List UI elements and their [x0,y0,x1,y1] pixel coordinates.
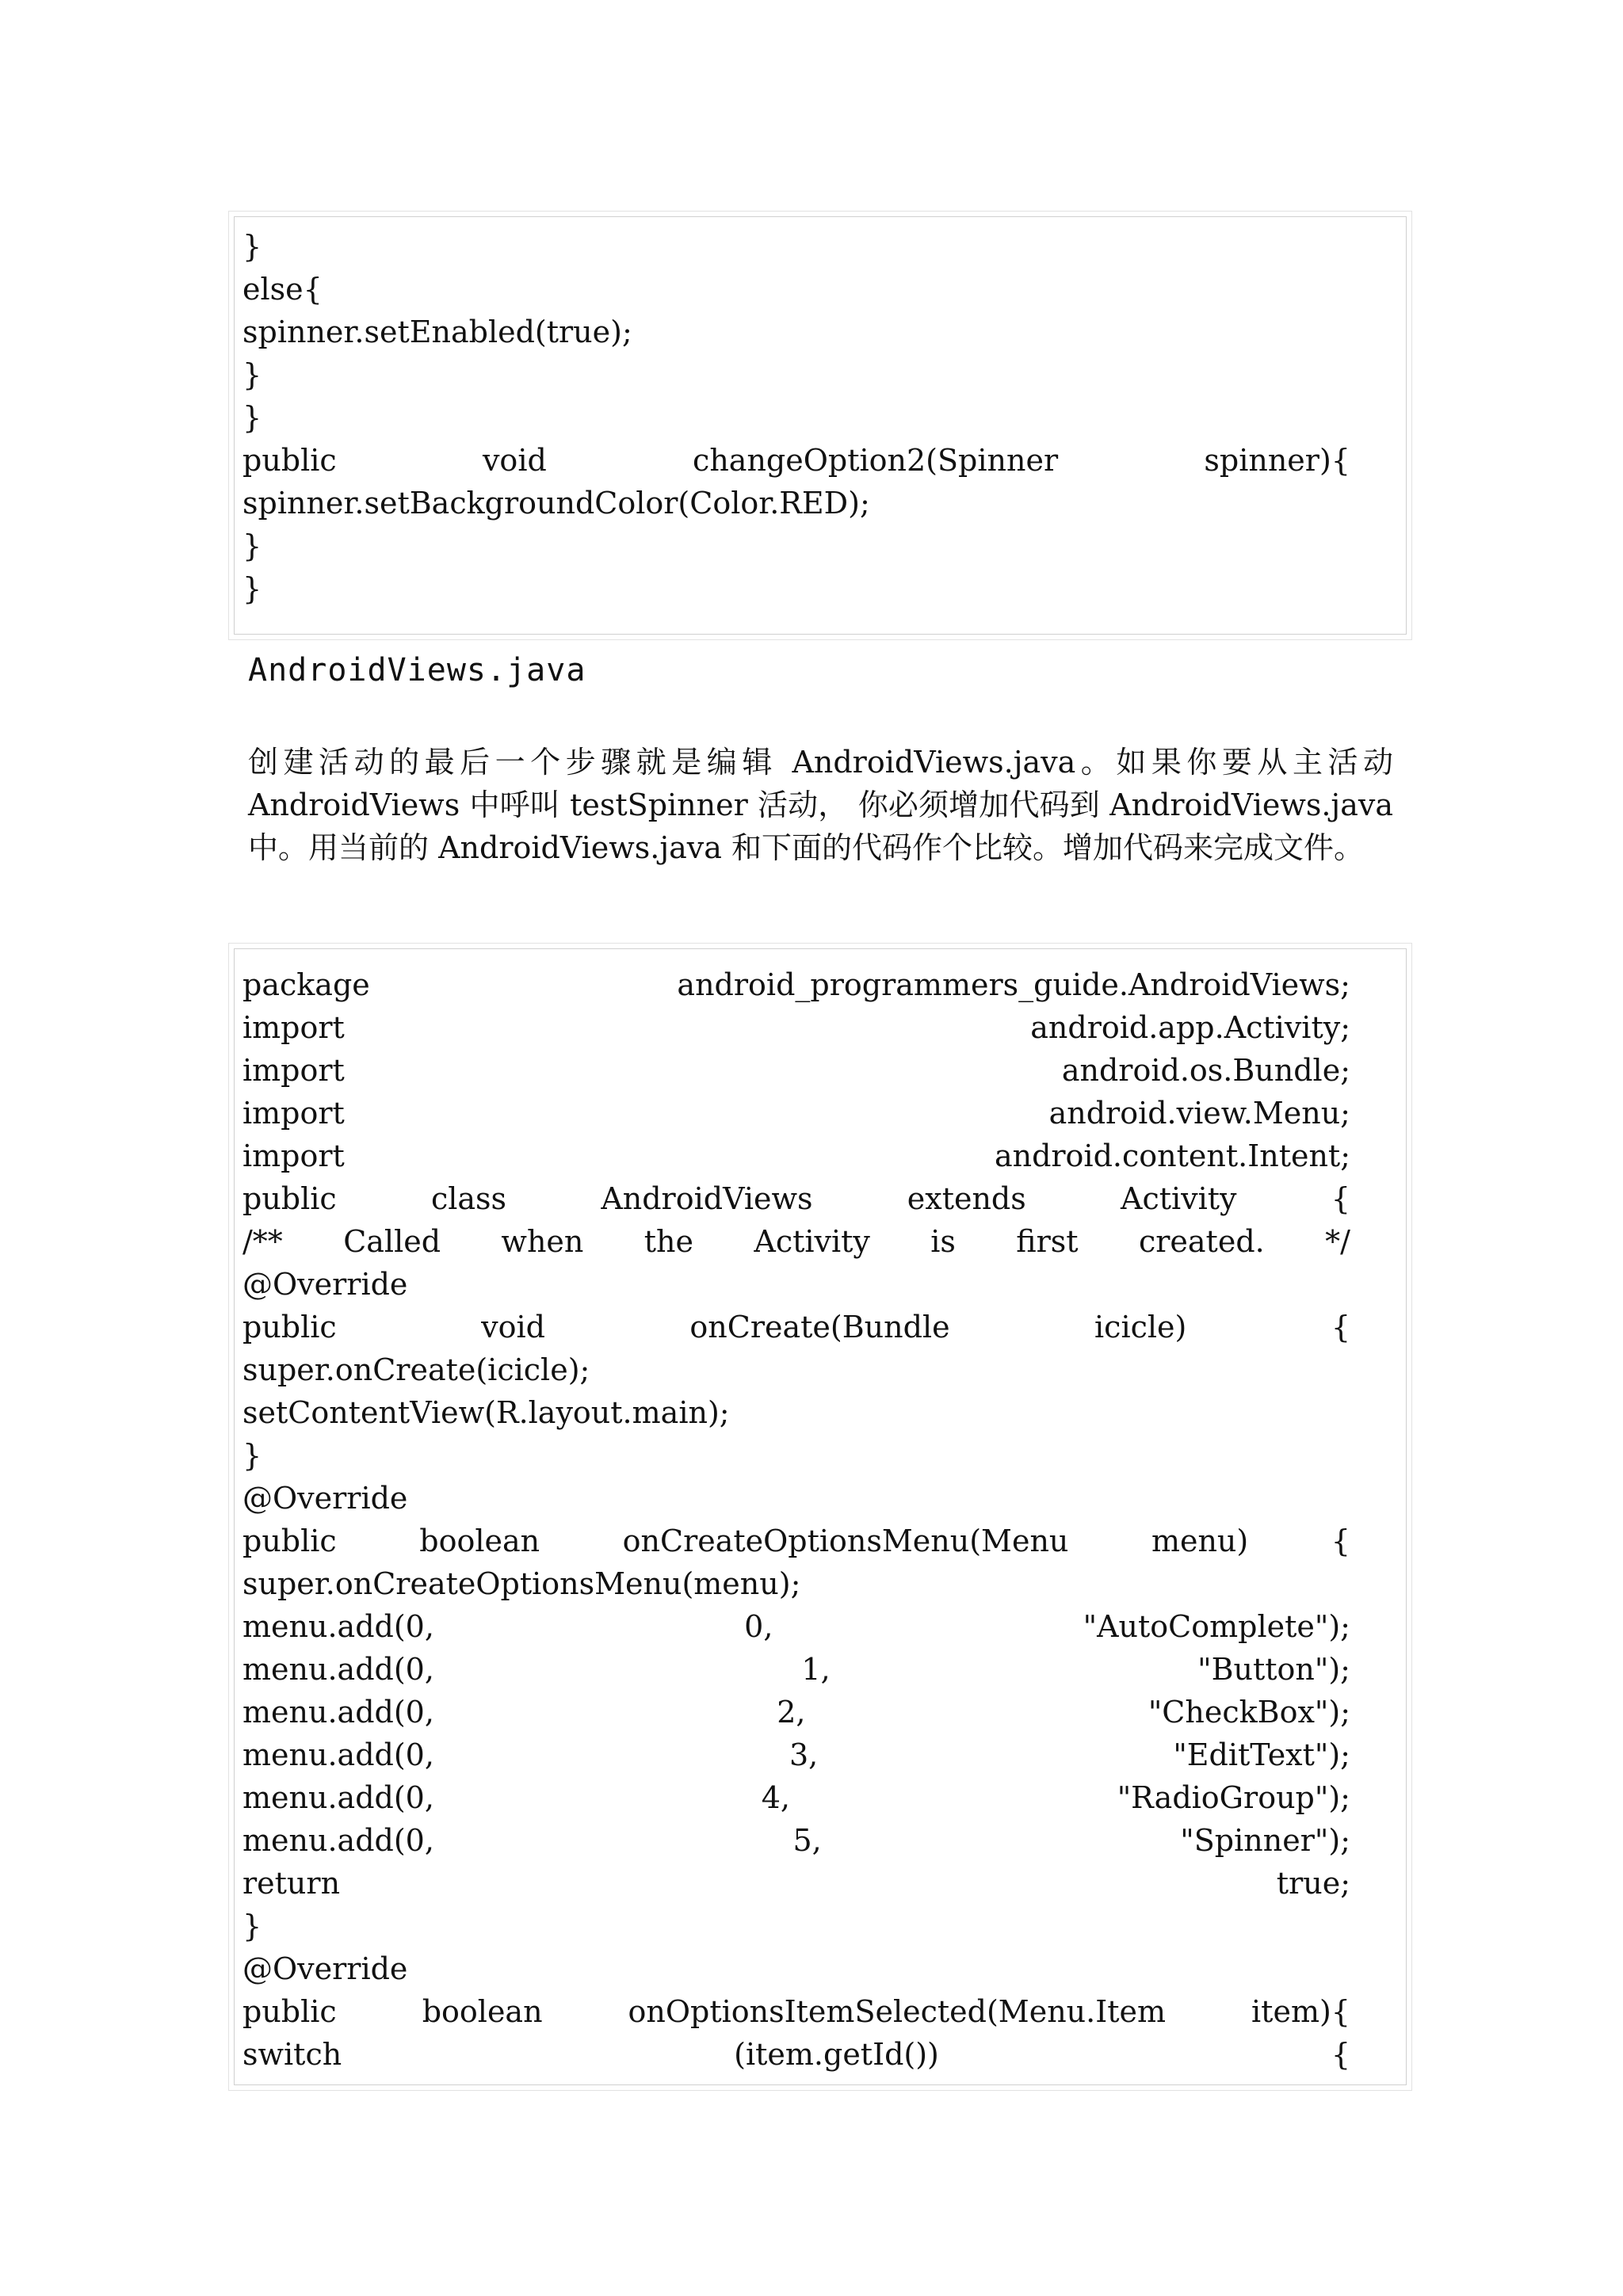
code-line [242,268,1406,311]
code-token: extends [907,1181,1026,1216]
code-token: return [242,1866,341,1901]
code-token: { [1331,1310,1350,1344]
code-token: } [242,1438,262,1473]
code-token: import [242,1096,345,1131]
code-line [242,1819,1406,1862]
code-line [242,1135,1406,1177]
code-token: changeOption2(Spinner [693,443,1059,478]
code-token: public [242,443,337,478]
code-token: switch [242,2037,342,2072]
code-token: 2, [777,1695,806,1730]
code-line [242,1562,1406,1605]
code-token: onCreate(Bundle [689,1310,950,1344]
code-token: @Override [242,1267,408,1302]
code-token: spinner.setEnabled(true); [242,315,632,349]
code-token: menu.add(0, [242,1652,434,1687]
code-token: } [242,229,262,264]
code-line [242,311,1406,353]
code-line [242,1306,1406,1348]
code-token: @Override [242,1481,408,1516]
code-line [242,524,1406,567]
code-token: true; [1276,1866,1350,1901]
code-token: Called [343,1224,441,1259]
code-line [242,2033,1406,2076]
code-token: item){ [1251,1994,1350,2029]
code-line [242,1092,1406,1135]
code-token: 1, [801,1652,831,1687]
code-token: "RadioGroup"); [1117,1780,1350,1815]
code-token: 4, [761,1780,790,1815]
code-token: } [242,1909,262,1943]
code-token: import [242,1010,345,1045]
code-token: is [930,1224,956,1259]
code-token: class [430,1181,507,1216]
code-token: android.os.Bundle; [1061,1053,1350,1088]
code-token: menu.add(0, [242,1695,434,1730]
code-token: "Button"); [1197,1652,1350,1687]
code-token: void [481,1310,545,1344]
code-token: public [242,1994,337,2029]
code-token: the [643,1224,693,1259]
code-token: boolean [422,1994,543,2029]
code-token: menu.add(0, [242,1737,434,1772]
code-block-2 [234,948,1407,2085]
code-line [242,1177,1406,1220]
code-line [242,1263,1406,1306]
code-token: super.onCreateOptionsMenu(menu); [242,1566,801,1601]
code-token: android.view.Menu; [1048,1096,1350,1131]
code-block-1 [234,216,1407,635]
code-token: AndroidViews [601,1181,813,1216]
code-line [242,1049,1406,1092]
code-line [242,1220,1406,1263]
code-token: icicle) [1094,1310,1187,1344]
code-token: Activity [1121,1181,1237,1216]
code-line [242,1947,1406,1990]
code-line [242,439,1406,482]
code-token: public [242,1181,337,1216]
code-line [242,1776,1406,1819]
code-token: void [482,443,547,478]
code-line [242,1990,1406,2033]
code-token: { [1331,1524,1350,1558]
code-token: onOptionsItemSelected(Menu.Item [628,1994,1167,2029]
code-line [242,1391,1406,1434]
code-token: 0, [744,1609,773,1644]
code-line [242,1691,1406,1733]
code-token: when [501,1224,584,1259]
code-token: 5, [792,1823,822,1858]
code-token: } [242,400,262,435]
code-line [242,1862,1406,1905]
code-token: } [242,528,262,563]
code-token: { [1331,1181,1350,1216]
code-line [242,396,1406,439]
code-token: menu.add(0, [242,1780,434,1815]
code-token: android.app.Activity; [1030,1010,1350,1045]
section-paragraph: 创建活动的最后一个步骤就是编辑 AndroidViews.java。如果你要从主活动 AndroidViews 中呼叫 testSpinner 活动， 你必须增加代码到 AndroidViews.java 中。用当前的 AndroidViews.java 和下面的代码作个比较。增加代码来完成文件。 [248,745,1393,865]
code-token: @Override [242,1951,408,1986]
code-token: } [242,357,262,392]
code-token: import [242,1138,345,1173]
section-heading: AndroidViews.java [248,652,586,688]
code-line [242,963,1406,1006]
code-token: /** [242,1224,283,1259]
code-line [242,482,1406,524]
code-line [242,1434,1406,1477]
code-token: Activity [754,1224,870,1259]
code-token: "CheckBox"); [1148,1695,1350,1730]
code-line [242,353,1406,396]
code-token: 3, [789,1737,819,1772]
code-token: android_programmers_guide.AndroidViews; [677,967,1350,1002]
code-token: "EditText"); [1173,1737,1350,1772]
code-line [242,225,1406,268]
code-token: (item.getId()) [734,2037,939,2072]
code-token: "Spinner"); [1180,1823,1350,1858]
code-token: created. [1138,1224,1265,1259]
code-token: menu) [1151,1524,1249,1558]
code-line [242,1605,1406,1648]
code-token: boolean [419,1524,540,1558]
code-token: */ [1325,1224,1350,1259]
code-token: android.content.Intent; [994,1138,1350,1173]
code-line [242,1477,1406,1520]
code-token: { [1331,2037,1350,2072]
code-line [242,567,1406,610]
code-token: package [242,967,370,1002]
code-line [242,1520,1406,1562]
code-token: spinner.setBackgroundColor(Color.RED); [242,486,870,521]
code-token: first [1016,1224,1079,1259]
code-token: spinner){ [1204,443,1350,478]
code-token: } [242,571,262,606]
code-line [242,1733,1406,1776]
code-line [242,1006,1406,1049]
code-token: else{ [242,272,323,307]
code-token: public [242,1310,337,1344]
code-token: onCreateOptionsMenu(Menu [622,1524,1069,1558]
code-token: setContentView(R.layout.main); [242,1395,730,1430]
code-line [242,1648,1406,1691]
code-token: menu.add(0, [242,1609,434,1644]
code-token: public [242,1524,337,1558]
code-token: super.onCreate(icicle); [242,1352,590,1387]
code-token: menu.add(0, [242,1823,434,1858]
code-token: import [242,1053,345,1088]
code-token: "AutoComplete"); [1083,1609,1350,1644]
code-line [242,1905,1406,1947]
code-line [242,1348,1406,1391]
